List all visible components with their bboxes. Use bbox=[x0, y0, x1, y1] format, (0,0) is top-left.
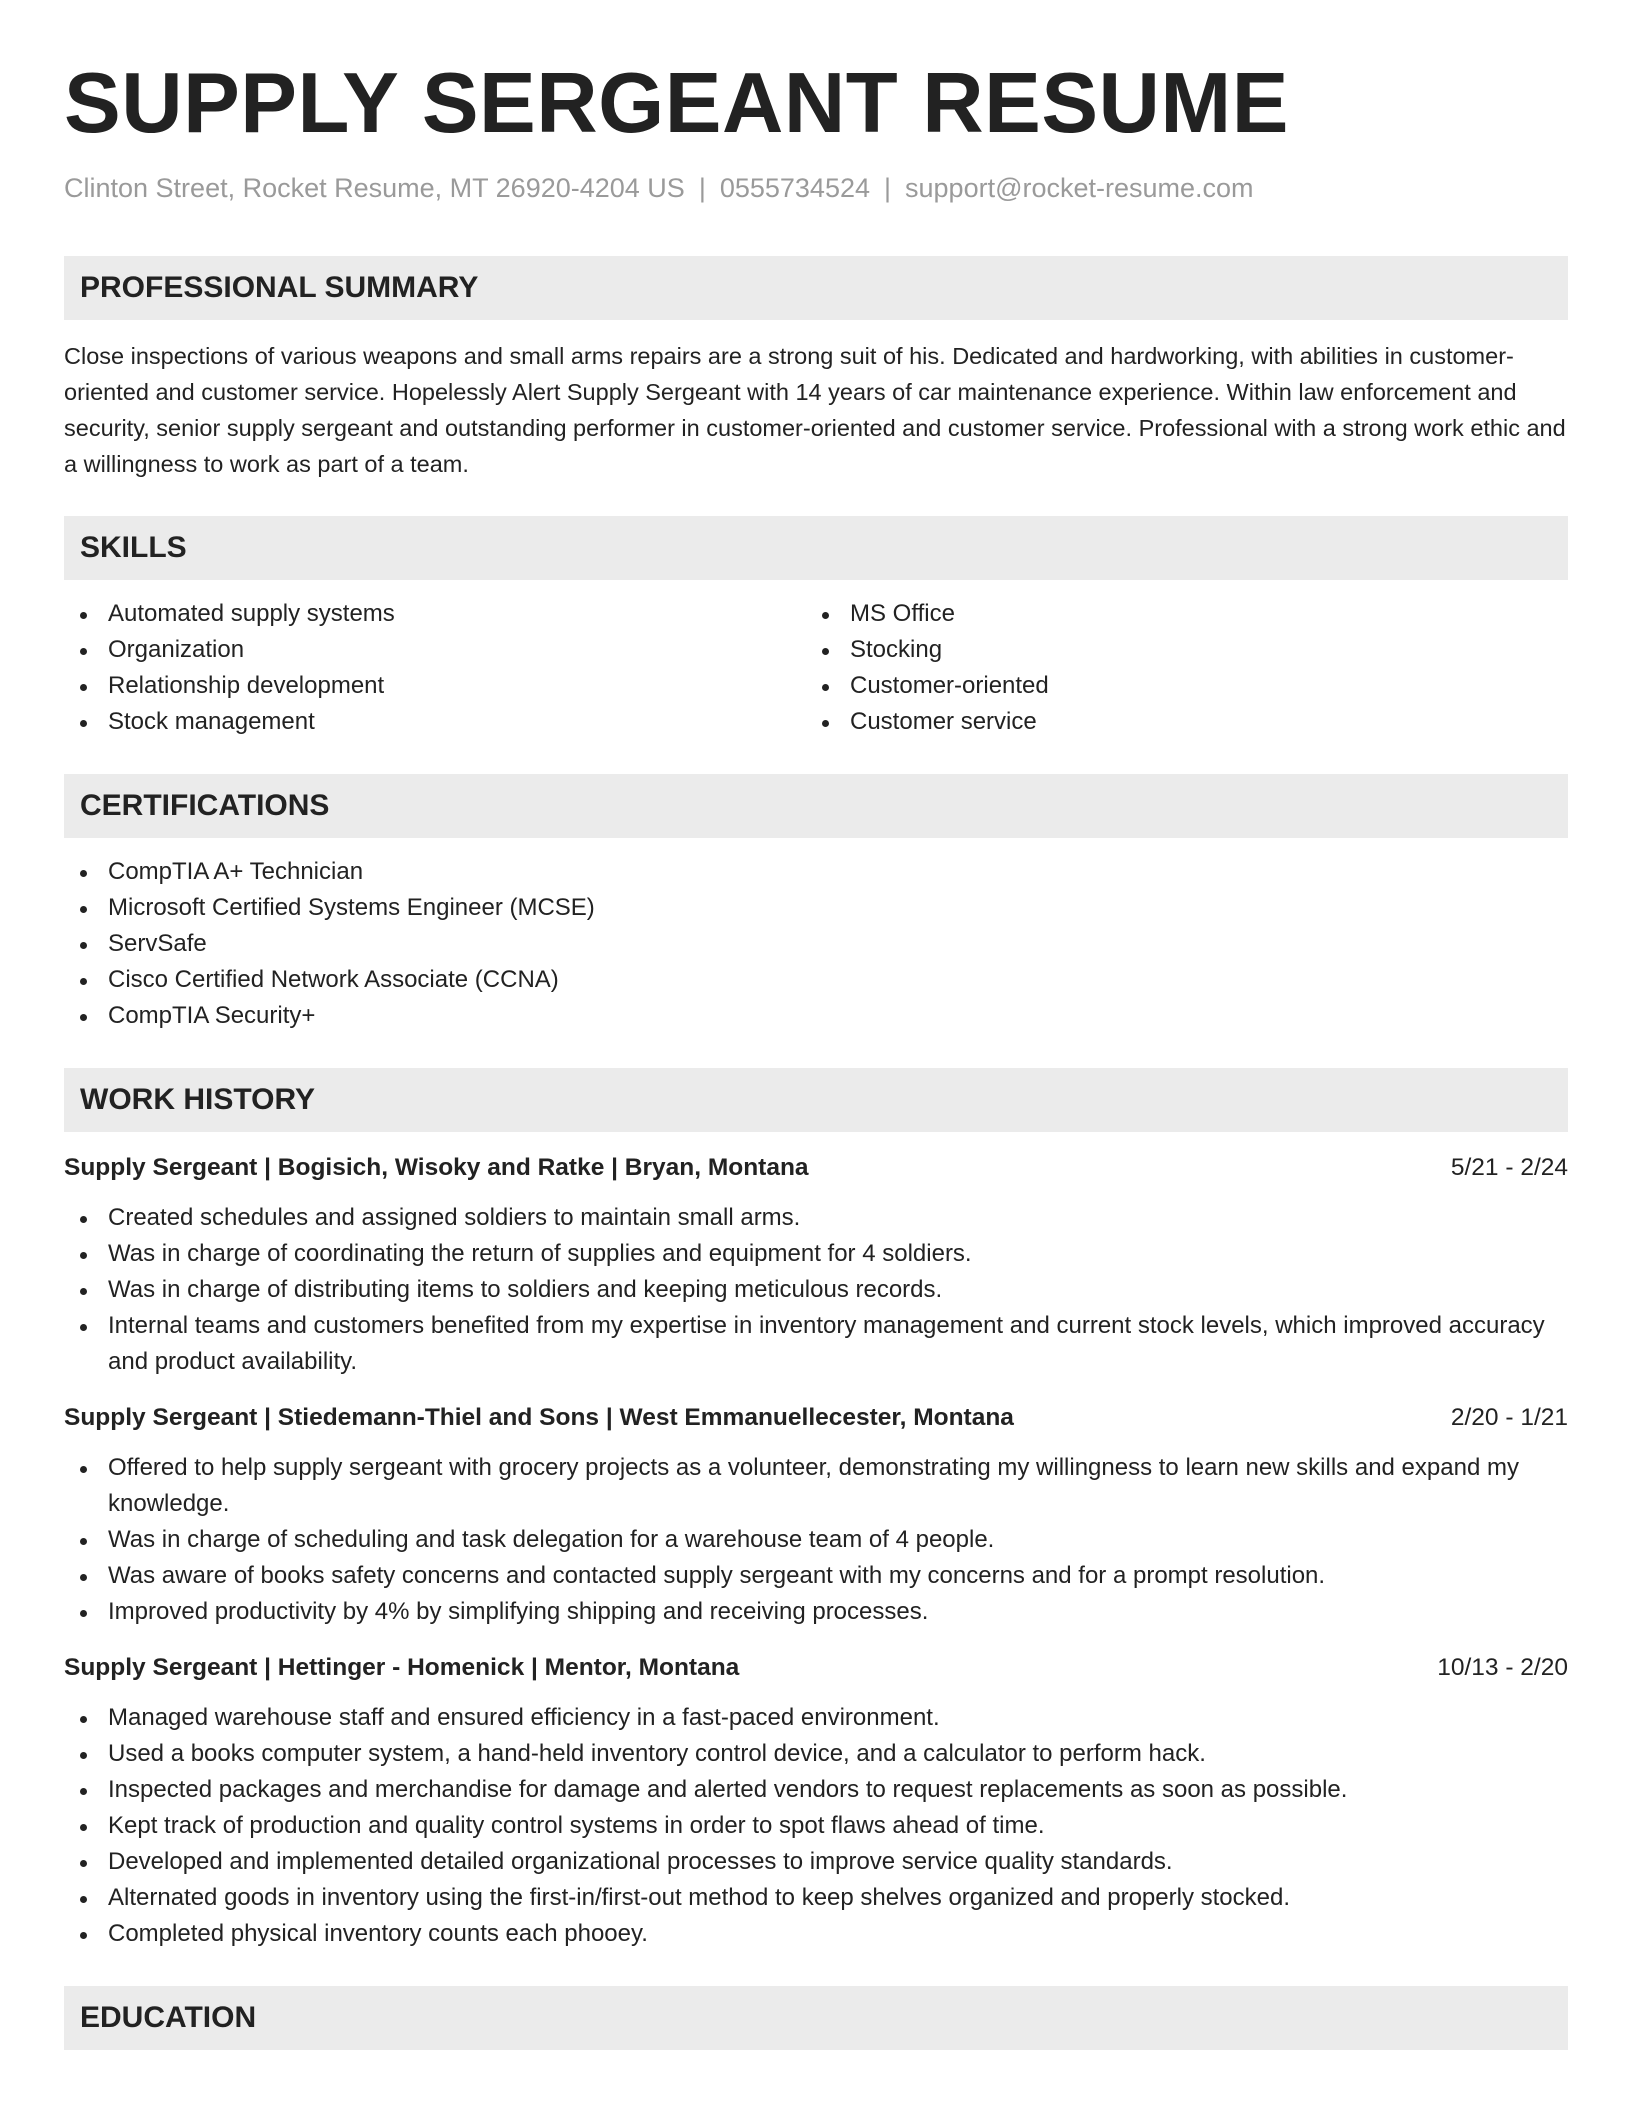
skill-item: Relationship development bbox=[64, 668, 806, 704]
section-heading-education: EDUCATION bbox=[64, 1986, 1568, 2050]
job-dates: 10/13 - 2/20 bbox=[1437, 1654, 1568, 1681]
contact-separator: | bbox=[698, 173, 706, 203]
certification-item: Cisco Certified Network Associate (CCNA) bbox=[64, 962, 1568, 998]
job-dates: 2/20 - 1/21 bbox=[1450, 1404, 1568, 1431]
job-bullet: Internal teams and customers benefited from my expertise in inventory management and current stock levels, which improved accuracy and product availability. bbox=[64, 1308, 1568, 1380]
job-bullets bbox=[64, 1200, 1568, 1380]
job-bullet: Created schedules and assigned soldiers to maintain small arms. bbox=[64, 1200, 1568, 1236]
certifications-list bbox=[64, 854, 1568, 1034]
job-bullet: Used a books computer system, a hand-held inventory control device, and a calculator to perform hack. bbox=[64, 1736, 1568, 1772]
skill-item: Automated supply systems bbox=[64, 596, 806, 632]
contact-phone: 0555734524 bbox=[719, 173, 870, 203]
summary-text: Close inspections of various weapons and small arms repairs are a strong suit of his. Dedicated and hardworking, with abilities in customer-oriented and customer service. Hopelessly Alert Supply Sergeant with 14 years of car maintenance experience. Within law enforcement and security, senior supply sergeant and outstanding performer in customer-oriented and customer service. Professional with a strong work ethic and a willingness to work as part of a team. bbox=[64, 343, 1566, 477]
skill-item: Organization bbox=[64, 632, 806, 668]
job-header bbox=[64, 1400, 1568, 1436]
section-heading-work-history: WORK HISTORY bbox=[64, 1068, 1568, 1132]
job-bullet: Improved productivity by 4% by simplifying shipping and receiving processes. bbox=[64, 1594, 1568, 1630]
job-bullet: Completed physical inventory counts each phooey. bbox=[64, 1916, 1568, 1952]
job-bullet: Was aware of books safety concerns and contacted supply sergeant with my concerns and for a prompt resolution. bbox=[64, 1558, 1568, 1594]
job-header bbox=[64, 1650, 1568, 1686]
contact-address: Clinton Street, Rocket Resume, MT 26920-4204 US bbox=[64, 173, 685, 203]
section-heading-summary: PROFESSIONAL SUMMARY bbox=[64, 256, 1568, 320]
job-entry bbox=[64, 1150, 1568, 1380]
contact-email: support@rocket-resume.com bbox=[905, 173, 1254, 203]
job-bullet: Kept track of production and quality control systems in order to spot flaws ahead of time. bbox=[64, 1808, 1568, 1844]
skills-list-right bbox=[806, 596, 1548, 740]
job-bullet: Was in charge of scheduling and task delegation for a warehouse team of 4 people. bbox=[64, 1522, 1568, 1558]
job-title: Supply Sergeant | Stiedemann-Thiel and Sons | West Emmanuellecester, Montana bbox=[64, 1404, 1014, 1431]
section-heading-skills: SKILLS bbox=[64, 516, 1568, 580]
job-dates: 5/21 - 2/24 bbox=[1450, 1154, 1568, 1181]
job-bullets bbox=[64, 1450, 1568, 1630]
certification-item: CompTIA A+ Technician bbox=[64, 854, 1568, 890]
job-bullet: Was in charge of distributing items to soldiers and keeping meticulous records. bbox=[64, 1272, 1568, 1308]
contact-separator: | bbox=[884, 173, 892, 203]
job-bullet: Developed and implemented detailed organizational processes to improve service quality standards. bbox=[64, 1844, 1568, 1880]
certification-item: CompTIA Security+ bbox=[64, 998, 1568, 1034]
resume-title: SUPPLY SERGEANT RESUME bbox=[64, 56, 1289, 151]
skills-grid bbox=[64, 580, 1568, 740]
skill-item: MS Office bbox=[806, 596, 1548, 632]
skills-list-left bbox=[64, 596, 806, 740]
certification-item: ServSafe bbox=[64, 926, 1568, 962]
job-bullet: Offered to help supply sergeant with grocery projects as a volunteer, demonstrating my willingness to learn new skills and expand my knowledge. bbox=[64, 1450, 1568, 1522]
certification-item: Microsoft Certified Systems Engineer (MCSE) bbox=[64, 890, 1568, 926]
job-bullet: Alternated goods in inventory using the first-in/first-out method to keep shelves organized and properly stocked. bbox=[64, 1880, 1568, 1916]
job-entry bbox=[64, 1400, 1568, 1630]
skill-item: Customer-oriented bbox=[806, 668, 1548, 704]
job-bullet: Managed warehouse staff and ensured efficiency in a fast-paced environment. bbox=[64, 1700, 1568, 1736]
section-heading-certifications: CERTIFICATIONS bbox=[64, 774, 1568, 838]
skill-item: Stock management bbox=[64, 704, 806, 740]
job-header bbox=[64, 1150, 1568, 1186]
job-bullet: Inspected packages and merchandise for damage and alerted vendors to request replacements as soon as possible. bbox=[64, 1772, 1568, 1808]
job-bullet: Was in charge of coordinating the return of supplies and equipment for 4 soldiers. bbox=[64, 1236, 1568, 1272]
job-title: Supply Sergeant | Bogisich, Wisoky and Ratke | Bryan, Montana bbox=[64, 1154, 809, 1181]
skill-item: Customer service bbox=[806, 704, 1548, 740]
job-entry bbox=[64, 1650, 1568, 1952]
contact-line bbox=[64, 170, 1568, 206]
job-bullets bbox=[64, 1700, 1568, 1952]
skill-item: Stocking bbox=[806, 632, 1548, 668]
job-title: Supply Sergeant | Hettinger - Homenick | Mentor, Montana bbox=[64, 1654, 740, 1681]
